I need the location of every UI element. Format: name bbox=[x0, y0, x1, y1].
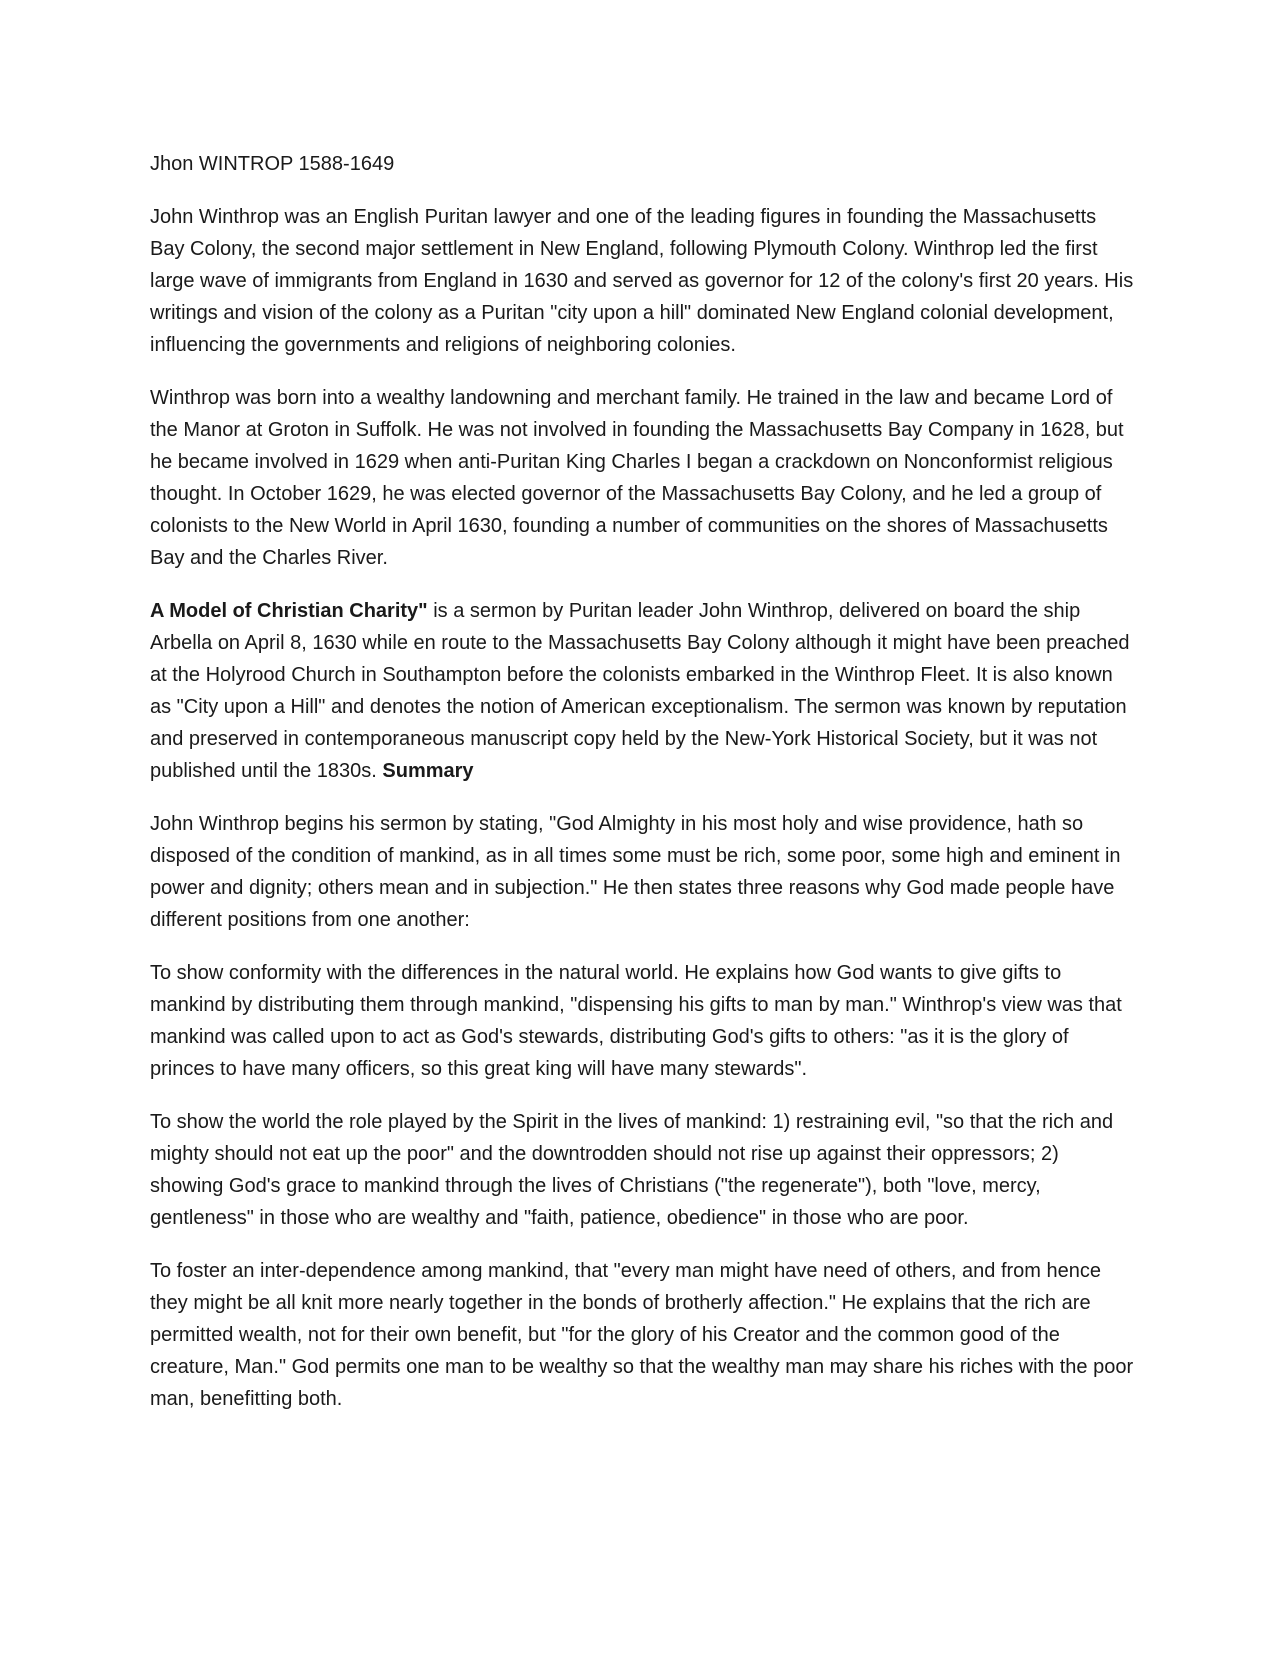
paragraph-sermon bbox=[150, 595, 1135, 787]
document-body bbox=[150, 148, 1135, 1436]
paragraph-reason-one: To show conformity with the differences in the natural world. He explains how God wants to give gifts to mankind by distributing them through mankind, "dispensing his gifts to man by man." Winthrop's view was that mankind was called upon to act as God's stewards, distributing God's gifts to others: "as it is the glory of princes to have many officers, so this great king will have many stewards". bbox=[150, 962, 1122, 1080]
sermon-description: is a sermon by Puritan leader John Winthrop, delivered on board the ship Arbella on April 8, 1630 while en route to the Massachusetts Bay Colony although it might have been preached at the Holyrood Church in Southampton before the colonists embarked in the Winthrop Fleet. It is also known as "City upon a Hill" and denotes the notion of American exceptionalism. The sermon was known by reputation and preserved in contemporaneous manuscript copy held by the New-York Historical Society, but it was not published until the 1830s. bbox=[150, 600, 1130, 782]
summary-heading: Summary bbox=[382, 760, 474, 782]
paragraph-reason-three: To foster an inter-dependence among mankind, that "every man might have need of others, and from hence they might be all knit more nearly together in the bonds of brotherly affection." He explains that the rich are permitted wealth, not for their own benefit, but "for the glory of his Creator and the common good of the creature, Man." God permits one man to be wealthy so that the wealthy man may share his riches with the poor man, benefitting both. bbox=[150, 1260, 1134, 1410]
sermon-title: A Model of Christian Charity" bbox=[150, 600, 428, 622]
paragraph-early-life: Winthrop was born into a wealthy landowning and merchant family. He trained in the law and became Lord of the Manor at Groton in Suffolk. He was not involved in founding the Massachusetts Bay Company in 1628, but he became involved in 1629 when anti-Puritan King Charles I began a crackdown on Nonconformist religious thought. In October 1629, he was elected governor of the Massachusetts Bay Colony, and he led a group of colonists to the New World in April 1630, founding a number of communities on the shores of Massachusetts Bay and the Charles River. bbox=[150, 387, 1124, 569]
paragraph-summary-intro: John Winthrop begins his sermon by stating, "God Almighty in his most holy and wise providence, hath so disposed of the condition of mankind, as in all times some must be rich, some poor, some high and eminent in power and dignity; others mean and in subjection." He then states three reasons why God made people have different positions from one another: bbox=[150, 813, 1121, 931]
document-title: Jhon WINTROP 1588-1649 bbox=[150, 153, 395, 175]
paragraph-intro: John Winthrop was an English Puritan lawyer and one of the leading figures in founding the Massachusetts Bay Colony, the second major settlement in New England, following Plymouth Colony. Winthrop led the first large wave of immigrants from England in 1630 and served as governor for 12 of the colony's first 20 years. His writings and vision of the colony as a Puritan "city upon a hill" dominated New England colonial development, influencing the governments and religions of neighboring colonies. bbox=[150, 206, 1134, 356]
paragraph-reason-two: To show the world the role played by the Spirit in the lives of mankind: 1) restraining evil, "so that the rich and mighty should not eat up the poor" and the downtrodden should not rise up against their oppressors; 2) showing God's grace to mankind through the lives of Christians ("the regenerate"), both "love, mercy, gentleness" in those who are wealthy and "faith, patience, obedience" in those who are poor. bbox=[150, 1111, 1114, 1229]
